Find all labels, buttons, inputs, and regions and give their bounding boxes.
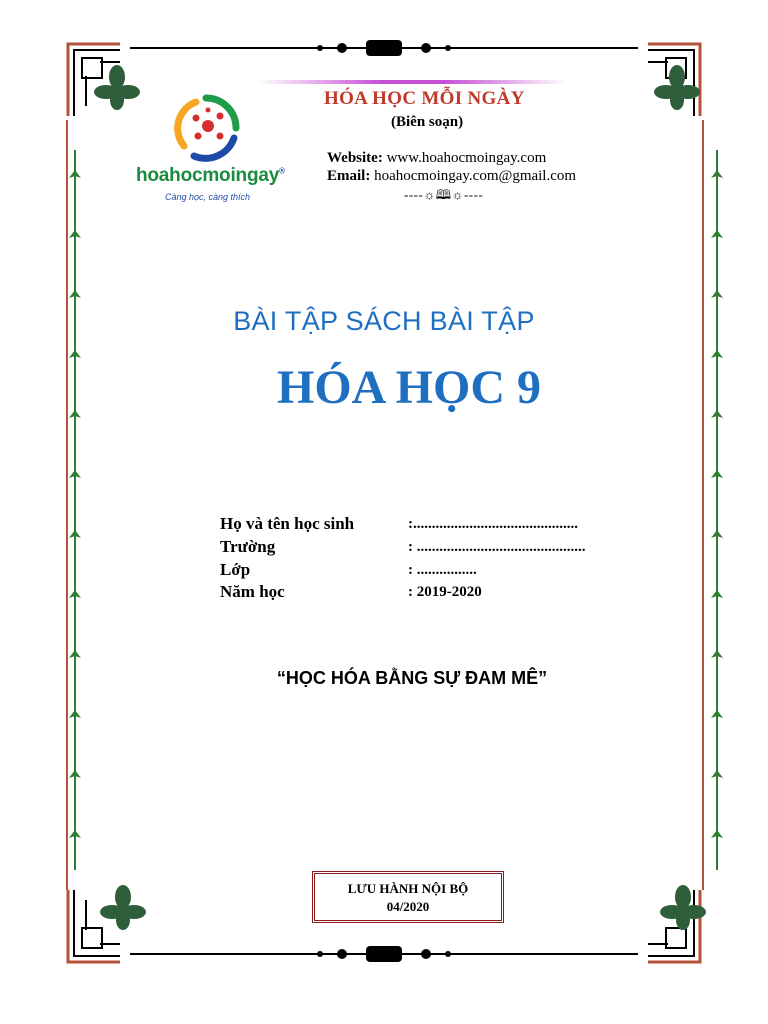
email-link[interactable]: hoahocmoingay.com@gmail.com <box>374 168 577 184</box>
document-subtitle: BÀI TẬP SÁCH BÀI TẬP <box>233 306 535 336</box>
compiled-by-label: (Biên soạn) <box>391 114 464 130</box>
website-link[interactable]: www.hoahocmoingay.com <box>386 150 547 166</box>
right-frame-line <box>702 120 704 890</box>
holly-leaves-icon <box>98 882 148 932</box>
right-vine-border <box>710 150 724 870</box>
website-line <box>327 150 546 167</box>
school-field: : ............................................. <box>408 539 586 555</box>
email-label: Email: <box>327 168 371 184</box>
class-field: : ................ <box>408 562 477 578</box>
organization-name: HÓA HỌC MỖI NGÀY <box>324 88 525 109</box>
left-vine-border <box>68 150 82 870</box>
header-accent-bar <box>258 80 568 84</box>
document-title: HÓA HỌC 9 <box>276 361 542 414</box>
logo-tagline: Càng học, càng thích <box>165 192 251 202</box>
class-label: Lớp <box>220 560 251 579</box>
header-divider: ----☼🕮☼---- <box>404 187 484 202</box>
school-year-label: Năm học <box>220 582 285 601</box>
top-border-ornament <box>130 38 638 58</box>
website-label: Website: <box>327 150 383 166</box>
school-label: Trường <box>220 537 276 556</box>
stamp-line-1: LƯU HÀNH NỘI BỘ <box>347 881 469 896</box>
student-name-label: Họ và tên học sinh <box>220 514 355 533</box>
student-name-field: :............................................ <box>408 516 578 532</box>
logo-emblem-icon <box>166 92 246 166</box>
email-line <box>327 168 576 185</box>
stamp-date: 04/2020 <box>386 899 430 914</box>
logo-wordmark: hoahocmoingay® <box>136 165 285 186</box>
school-year-value: : 2019-2020 <box>408 584 482 600</box>
holly-leaves-icon <box>658 882 708 932</box>
holly-leaves-icon <box>92 62 142 112</box>
holly-leaves-icon <box>652 62 702 112</box>
internal-circulation-stamp <box>312 871 504 923</box>
motto-text: “HỌC HÓA BẰNG SỰ ĐAM MÊ” <box>276 668 548 688</box>
bottom-border-ornament <box>130 944 638 964</box>
